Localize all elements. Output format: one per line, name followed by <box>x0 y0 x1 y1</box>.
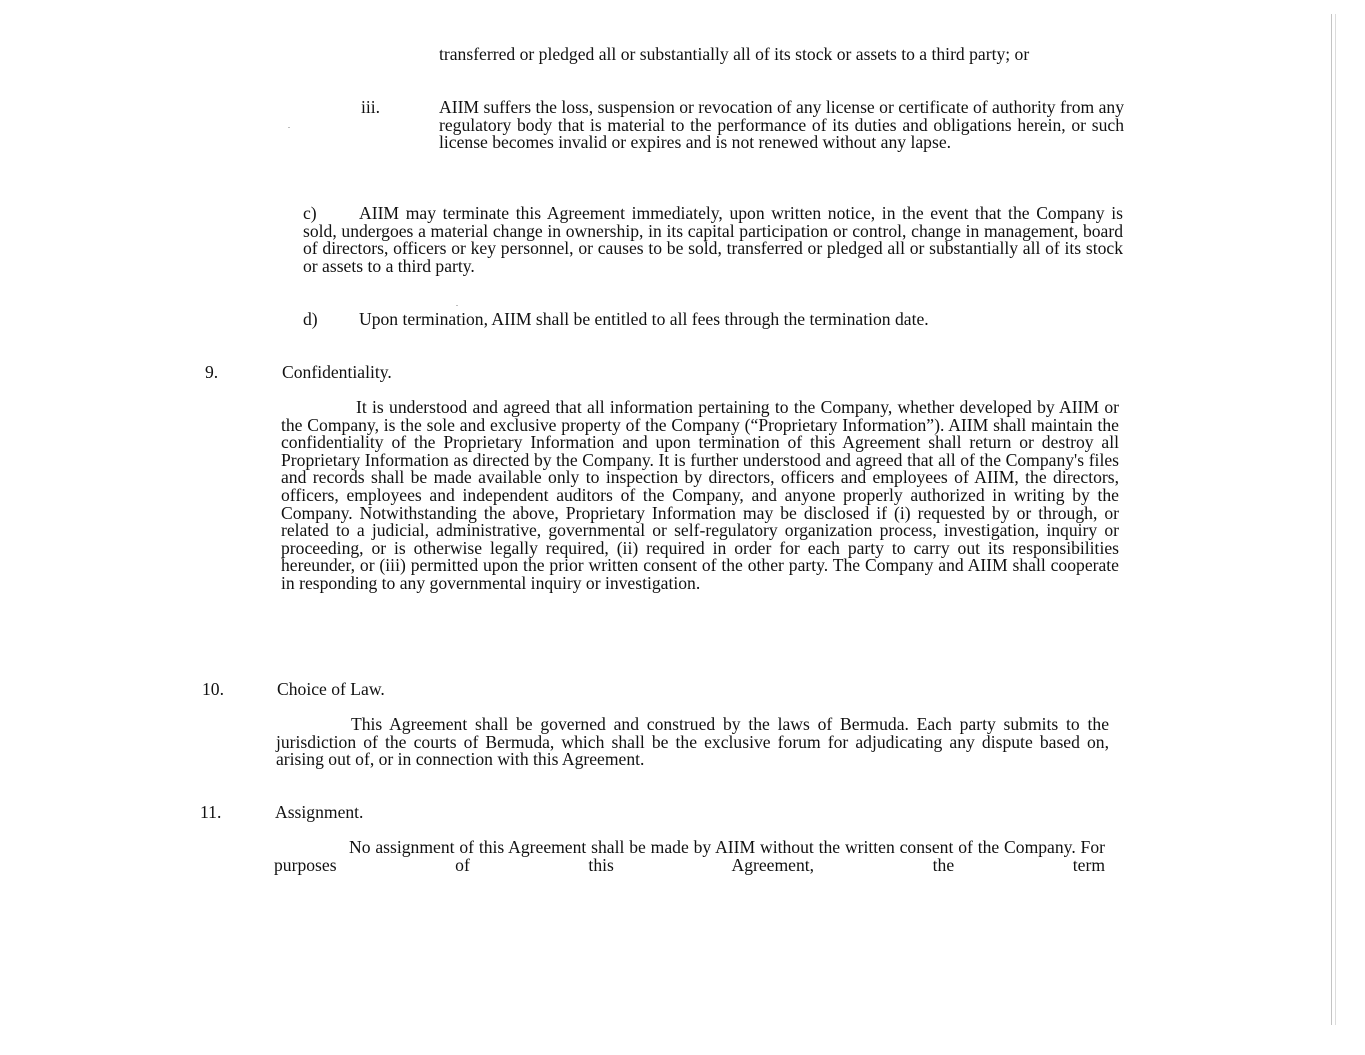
clause-d-text: Upon termination, AIIM shall be entitled to all fees through the termination date. <box>359 309 929 329</box>
clause-d-marker: d) <box>303 309 318 329</box>
section-9-title: Confidentiality. <box>282 362 392 382</box>
scan-speck <box>456 305 458 306</box>
page-edge-line <box>1331 14 1336 1025</box>
section-10-number: 10. <box>202 679 224 699</box>
section-10-title: Choice of Law. <box>277 679 385 699</box>
section-11-number: 11. <box>200 802 222 822</box>
clause-iii-text: AIIM suffers the loss, suspension or revocation of any license or certificate of authority from any regulatory body that is material to the performance of its duties and obligations herein, or such license becomes invalid or expires and is not renewed without any lapse. <box>439 97 1124 153</box>
section-11-title: Assignment. <box>275 802 364 822</box>
clause-continuation: transferred or pledged all or substantially all of its stock or assets to a third party; or <box>439 44 1030 64</box>
section-11-body: No assignment of this Agreement shall be made by AIIM without the written consent of the Company. For purposes of this Agreement, the term <box>274 837 1105 875</box>
section-9-number: 9. <box>205 362 219 382</box>
clause-c-marker: c) <box>303 203 317 223</box>
clause-c-text: AIIM may terminate this Agreement immediately, upon written notice, in the event that the Company is sold, undergoes a material change in ownership, in its capital participation or control, change in management, board of directors, officers or key personnel, or causes to be sold, transferred or pledged all or substantially all of its stock or assets to a third party. <box>303 203 1123 276</box>
scan-speck <box>288 127 290 128</box>
clause-iii-marker: iii. <box>361 97 381 117</box>
clause-d <box>303 311 1123 329</box>
section-10-body: This Agreement shall be governed and construed by the laws of Bermuda. Each party submits to the jurisdiction of the courts of Bermuda, which shall be the exclusive forum for adjudicating any dispute based on, arising out of, or in connection with this Agreement. <box>276 714 1109 770</box>
clause-c <box>303 205 1123 275</box>
section-9-body: It is understood and agreed that all information pertaining to the Company, whether developed by AIIM or the Company, is the sole and exclusive property of the Company (“Proprietary Information”). AIIM shall maintain the confidentiality of the Proprietary Information and upon termination of this Agreement shall return or destroy all Proprietary Information as directed by the Company. It is further understood and agreed that all of the Company's files and records shall be made available only to inspection by directors, officers and employees of AIIM, the directors, officers, employees and independent auditors of the Company, and anyone properly authorized in writing by the Company. Notwithstanding the above, Proprietary Information may be disclosed if (i) requested by or through, or related to a judicial, administrative, governmental or self-regulatory organization process, investigation, inquiry or proceeding, or is otherwise legally required, (ii) required in order for each party to carry out its responsibilities hereunder, or (iii) permitted upon the prior written consent of the other party. The Company and AIIM shall cooperate in responding to any governmental inquiry or investigation. <box>281 397 1119 593</box>
